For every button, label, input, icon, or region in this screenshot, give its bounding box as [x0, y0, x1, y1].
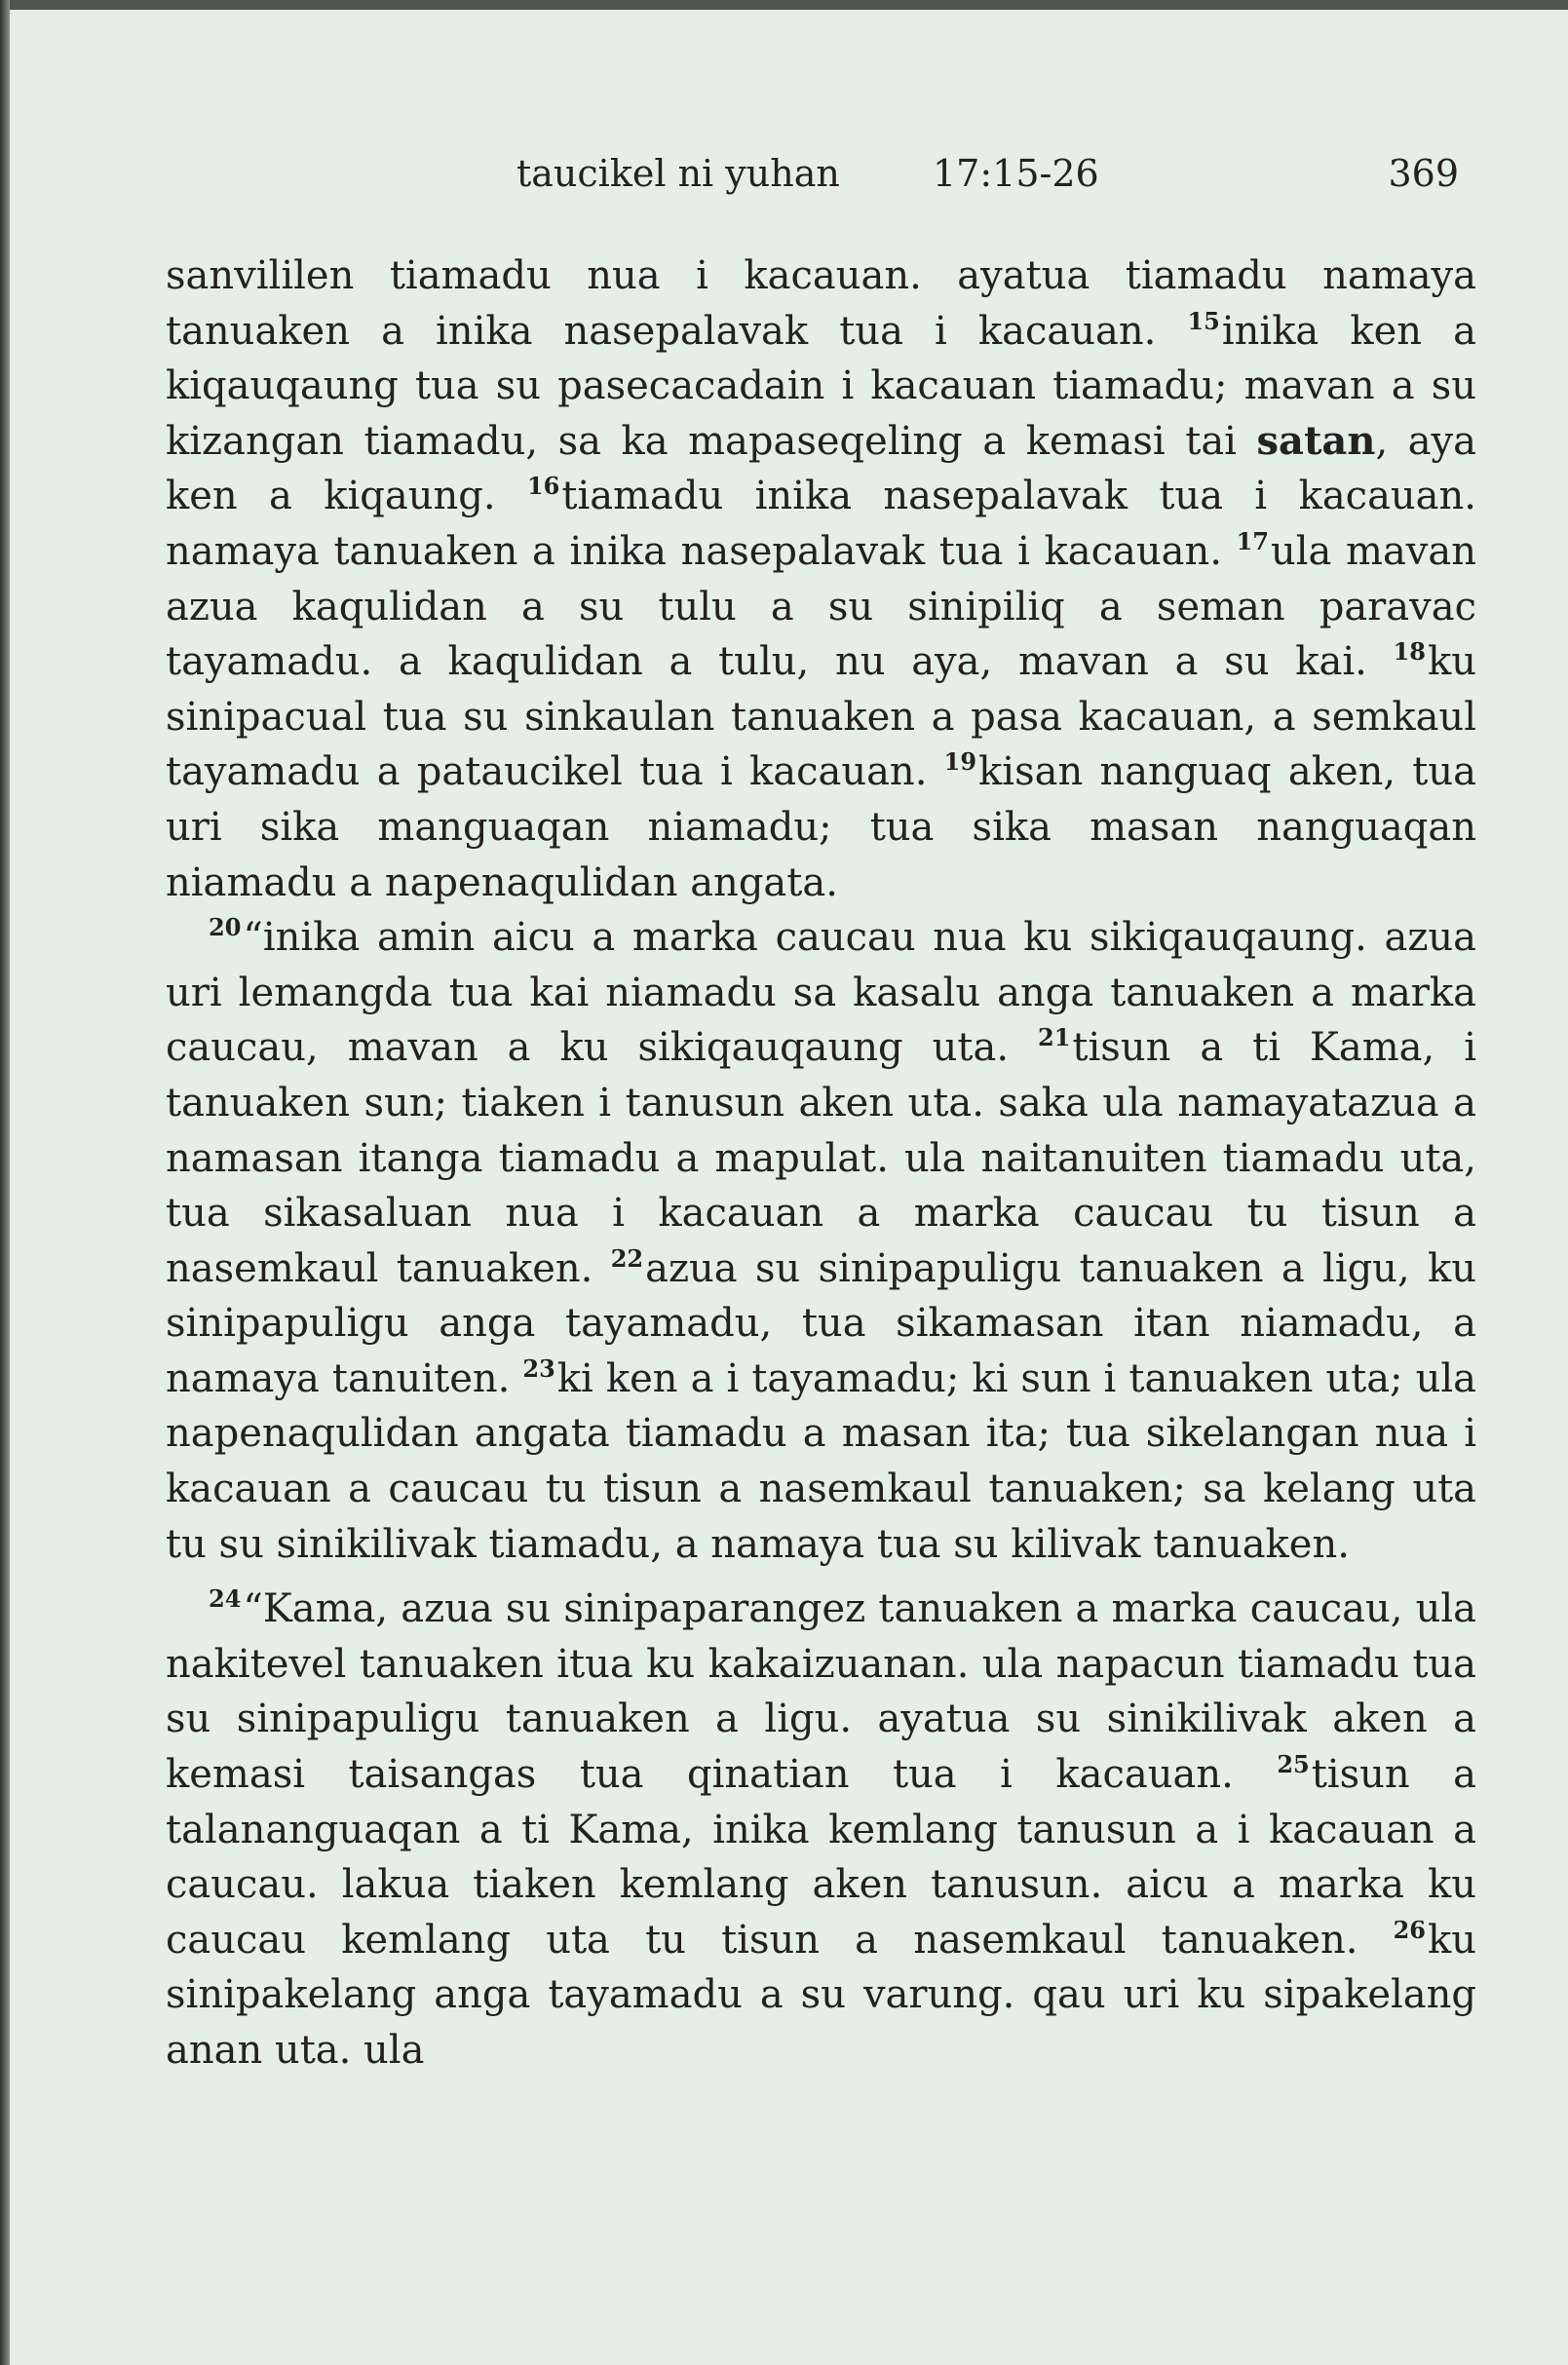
- verse-text: kisan nanguaq aken, tua uri sika manguaqan niamadu; tua sika masan nanguaqan niamadu a napenaqulidan angata.: [166, 749, 1476, 905]
- verse-text: ku sinipakelang anga tayamadu a su varung. qau uri ku sipakelang anan uta. ula: [166, 1917, 1476, 2073]
- verse-number: 20: [209, 913, 242, 942]
- verse-number: 17: [1236, 526, 1269, 555]
- bold-term: satan: [1256, 417, 1376, 464]
- verse-text: “inika amin aicu a marka caucau nua ku sikiqauqaung. azua uri lemangda tua kai niamadu sa kasalu anga tanuaken a marka caucau, mavan a ku sikiqauqaung uta.: [166, 915, 1476, 1071]
- verse-number: 18: [1393, 637, 1426, 667]
- paragraph: [166, 1582, 1476, 2078]
- running-header: [12, 144, 1568, 203]
- verse-text: tisun a ti Kama, i tanuaken sun; tiaken i tanusun aken uta. saka ula namayatazua a namasan itanga tiamadu a mapulat. ula naitanuiten tiamadu uta, tua sikasaluan nua i kacauan a marka caucau tu tisun a nasemkaul tanuaken.: [166, 1025, 1476, 1291]
- verse-number: 22: [610, 1243, 644, 1273]
- verse-text: tisun a talananguaqan a ti Kama, inika kemlang tanusun a i kacauan a caucau. lakua tiaken kemlang aken tanusun. aicu a marka ku caucau kemlang uta tu tisun a nasemkaul tanuaken.: [166, 1752, 1476, 1963]
- body-text: [166, 248, 1476, 2079]
- chapter-reference: 17:15-26: [933, 152, 1099, 195]
- paragraph: [166, 910, 1476, 1572]
- verse-text: ula mavan azua kaqulidan a su tulu a su sinipiliq a seman paravac tayamadu. a kaqulidan a tulu, nu aya, mavan a su kai.: [166, 528, 1476, 685]
- verse-text: , aya ken a kiqaung.: [166, 418, 1476, 519]
- verse-number: 23: [522, 1354, 555, 1383]
- verse-number: 21: [1038, 1023, 1071, 1052]
- verse-number: 15: [1187, 306, 1220, 335]
- book-spine-edge: [0, 0, 10, 2365]
- verse-text: inika ken a kiqauqaung tua su pasecacadain i kacauan tiamadu; mavan a su kizangan tiamadu, sa ka mapaseqeling a kemasi tai: [166, 308, 1476, 464]
- verse-number: 25: [1277, 1750, 1310, 1779]
- verse-number: 26: [1393, 1915, 1426, 1944]
- book-page: [12, 10, 1568, 2365]
- verse-text: “Kama, azua su sinipaparangez tanuaken a marka caucau, ula nakitevel tanuaken itua ku kakaizuanan. ula napacun tiamadu tua su sinipapuligu tanuaken a ligu. ayatua su sinikilivak aken a kemasi taisangas tua qinatian tua i kacauan.: [166, 1586, 1476, 1798]
- verse-text: azua su sinipapuligu tanuaken a ligu, ku sinipapuligu anga tayamadu, tua sikamasan itan niamadu, a namaya tanuiten.: [166, 1245, 1476, 1401]
- verse-number: 19: [943, 747, 977, 777]
- page-number: 369: [1388, 152, 1459, 195]
- verse-text: ki ken a i tayamadu; ki sun i tanuaken uta; ula napenaqulidan angata tiamadu a masan ita; tua sikelangan nua i kacauan a caucau tu tisun a nasemkaul tanuaken; sa kelang uta tu su sinikilivak tiamadu, a namaya tua su kilivak tanuaken.: [166, 1355, 1476, 1567]
- verse-text: sanvililen tiamadu nua i kacauan. ayatua tiamadu namaya tanuaken a inika nasepalavak tua i kacauan.: [166, 253, 1476, 354]
- book-title: taucikel ni yuhan: [516, 152, 840, 195]
- top-dark-band: [0, 0, 1568, 10]
- paragraph: [166, 248, 1476, 910]
- verse-text: ku sinipacual tua su sinkaulan tanuaken a pasa kacauan, a semkaul tayamadu a pataucikel tua i kacauan.: [166, 639, 1476, 795]
- verse-number: 16: [526, 472, 560, 501]
- verse-text: tiamadu inika nasepalavak tua i kacauan. namaya tanuaken a inika nasepalavak tua i kacauan.: [166, 474, 1476, 574]
- verse-number: 24: [209, 1584, 242, 1614]
